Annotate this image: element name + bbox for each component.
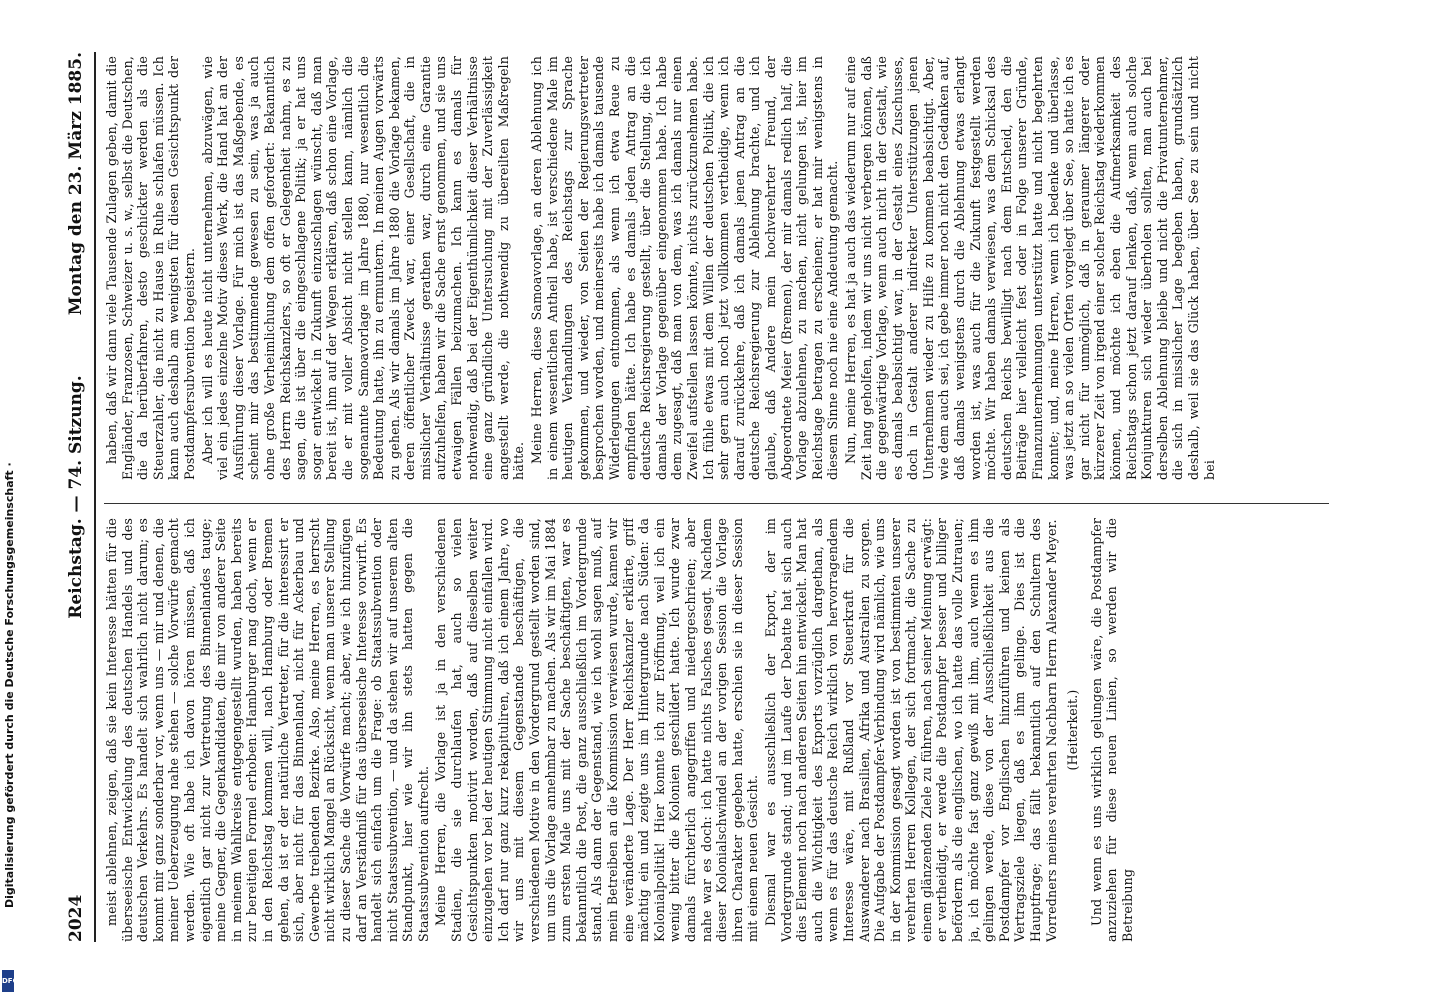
paragraph: Nun, meine Herren, es hat ja auch das wiederum nur auf eine Zeit lang geholfen, indem wir uns nicht verbergen können, daß die gegenwärtige Vorlage, wenn auch nicht in der Gestalt, wie es damals beabsichtigt war, in der Gestalt eines Zuschusses, doch in Gestalt anderer indirekter Unterstützungen jenen Unternehmen wieder zu Hilfe zu kommen beabsichtigt. Aber, wie dem auch sei, ich gebe immer noch nicht den Gedanken auf, daß damals wenigstens durch die Ablehnung etwas erlangt worden ist, was auch für die Zukunft festgestellt werden möchte. Wir haben damals verwiesen, was dem Schicksal des deutschen Reichs bewilligt nach dem Entscheid, den die Beiträge hier vielleicht fest oder in Folge unserer Gründe, Finanzunternehmungen unterstützt hatte und nicht begehrten konnte; und, meine Herren, wenn ich bedenke und überlasse, was jetzt an so vielen Orten vorgelegt über See, so hatte ich es gar nicht für unmöglich, daß in geraumer längerer oder kürzerer Zeit von irgend einer solcher Reichstag wiederkommen können, und möchte ich eben die Aufmerksamkeit des Reichstags schon jetzt darauf lenken, daß, wenn auch solche Konjunkturen sich wieder überholen sollten, man auch bei derselben Ablehnung bleibe und nicht die Privatunternehmer, die sich in misslicher Lage begeben haben, grundsätzlich deshalb, weil sie das Glück haben, über See zu sein und nicht bei (842, 56, 1217, 480)
paragraph: Und wenn es uns wirklich gelungen wäre, die Postdampfer anzuziehen für diese neuen Linien, so werden wir die Betreibung (1088, 518, 1135, 942)
paragraph: Aber ich will es heute nicht unternehmen, abzuwägen, wie viel ein jedes einzelne Motiv dieses Werk, die Hand hat an der Ausführung dieser Vorlage. Für mich ist das Maßgebende, es scheint mir das bestimmende gewesen zu sein, was ja auch ohne große Verheimlichung dem offen gefordert: Bekanntlich des Herrn Reichskanzlers, so oft er Gelegenheit nahm, es zu sagen, die ist über die eingeschlagene Politik; ja er hat uns sogar entwickelt in Zukunft einzuschlagen wünscht, daß man bereit ist, ihm auf der Wegen erklären, daß schon eine Vorlage, die er mit voller Absicht nicht stellen kann, nämlich die sogenannte Samoavorlage im Jahre 1880, nur wesentlich die Bedeutung hatte, ihn zu ermuntern. In meinen Augen vorwärts zu gehen. Als wir damals im Jahre 1880 die Vorlage bekamen, deren öffentlicher Zweck war, einer Gesellschaft, die in misslicher Verhältnisse gerathen war, durch eine Garantie aufzuhelfen, haben wir die Sache ernst genommen, und sie uns etwaigen Fällen beizumachen. Ich kann es damals für nothwendig, daß bei der Eigenthümlichkeit dieser Verhältnisse eine ganz gründliche Untersuchung mit der Zuverlässigkeit angestellt werde, die nothwendig zu übereilten Maßregeln hätte. (199, 56, 527, 480)
column-divider (104, 503, 1329, 504)
left-column (104, 518, 1334, 942)
credit-text: Digitalisierung gefördert durch die Deutsche Forschungsgemeinschaft · (3, 462, 16, 908)
page-header (62, 52, 96, 942)
dfg-logo-icon: DFG (2, 970, 14, 992)
session-date: Montag den 23. März 1885. (66, 52, 86, 316)
page-title: Reichstag. — 74. Sitzung. (66, 375, 86, 619)
paragraph: Diesmal war es ausschließlich der Export, der im Vordergrunde stand; und im Laufe der Debatte hat sich auch dies Element noch nach anderen Seiten hin entwickelt. Man hat auch die Wichtigkeit des Exports vorzüglich dargethan, als wenn es für das deutsche Reich wirklich von hervorragendem Interesse wäre, mit Rußland vor Steuerkraft für die Auswanderer nach Brasilien, Afrika und Australien zu sorgen. Die Aufgabe der Postdampfer-Verbindung wird nämlich, wie uns in der Kommission gesagt worden ist von bestimmten unserer verehrten Herren Kollegen, der sich fortmacht, die Sache zu einem glänzenden Ziele zu führen, nach seiner Meinung erwägt: er vertheidigt, er werde die Postdampfer besser und billiger befördern als die englischen, wo ich hatte das volle Zutrauen; ja, ich möchte fast ganz gewiß mit ihm, auch wenn es ihm gelingen werde, diese von der Ausschließlichkeit aus die Postdampfer vor Englischen hinzuführen und keinen als Vertragsziele liegen, daß es ihm gelinge. Dies ist die Hauptfrage; das fällt bekanntlich auf den Schultern des Vorredners meines verehrten Nachbarn Herrn Alexander Meyer. (762, 518, 1059, 942)
paragraph: haben, daß wir dann viele Tausende Zulagen geben, damit die Engländer, Franzosen, Schweizer u. s. w., selbst die Deutschen, die da herüberfahren, desto geschickter werden als die Steuerzahler, die nicht zu Hause in Ruhe schlafen müssen. Ich kann auch deshalb am wenigsten für diesen Gesichtspunkt der Postdampfersubvention begeistern. (104, 56, 197, 480)
paragraph: meist ablehnen, zeigen, daß sie kein Interesse hätten für die überseeische Entwickelung des deutschen Handels und des deutschen Verkehrs. Es handelt sich wahrlich nicht darum; es kommt mir ganz sonderbar vor, wenn uns — mir und denen, die meiner Ueberzeugung nahe stehen — solche Vorwürfe gemacht werden. Wie oft habe ich davon hören müssen, daß ich eigentlich gar nicht zur Vertretung des Binnenlandes tauge; meine Gegner, die Gegenkandidaten, die mir von anderer Seite in meinem Wahlkreise entgegengestellt wurden, haben bereits zur bereitigen Formel erhoben: Hamburger mag doch, wenn er in den Reichstag kommen will, nach Hamburg oder Bremen gehen, da ist er der natürliche Vertreter, für die interessirt er sich, aber nicht für das Binnenland, nicht für Ackerbau und Gewerbe treibenden Bezirke. Also, meine Herren, es herrscht nicht wirklich Mangel an Rücksicht, wenn man unserer Stellung zu dieser Sache die Vorwürfe macht; aber, wie ich hinzufügen darf an Verständniß für das überseeische Interesse vorwirft. Es handelt sich einfach um die Frage: ob Staatssubvention oder nicht Staatssubvention, — und da stehen wir auf unserem alten Standpunkt, hier wie wir ihn stets hatten gegen die Staatssubvention aufrecht. (104, 518, 431, 942)
paragraph: Meine Herren, die Vorlage ist ja in den verschiedenen Stadien, die sie durchlaufen hat, auch so vielen Gesichtspunkten motivirt worden, daß auf dieselben weiter einzugehen vor bei der heutigen Stimmung nicht einfallen wird. Ich darf nur ganz kurz rekapituliren, daß ich einem Jahre, wo wir uns mit diesem Gegenstande beschäftigen, die verschiedenen Motive in den Vordergrund gestellt worden sind, um uns die Vorlage annehmbar zu machen. Als wir im Mai 1884 zum ersten Male uns mit der Sache beschäftigten, war es bekanntlich die Post, die ganz ausschließlich im Vordergrunde stand. Als dann der Gegenstand, wie ich wohl sagen muß, auf mein Betreiben an die Kommission verwiesen wurde, kamen wir eine veränderte Lage. Der Herr Reichskanzler erklärte, griff mächtig ein und zeigte uns im Hintergrunde nach Süden: da Kolonialpolitik! Hier konnte ich zur Eröffnung, weil ich ein wenig bitter die Kolonien geschildert hatte. Ich wurde zwar damals fürchterlich angegriffen und niedergeschrieen; aber nahe war es doch: ich hatte nichts Falsches gesagt. Nachdem dieser Kolonialschwindel an der vorigen Session die Vorlage ihren Charakter gegeben hatte, erschien sie in dieser Session mit einem neuen Gesicht. (433, 518, 761, 942)
paragraph: Meine Herren, diese Samoavorlage, an deren Ablehnung ich in einem wesentlichen Antheil habe, ist verschiedene Male im heutigen Verhandlungen des Reichstags zur Sprache gekommen, und wieder, von Seiten der Regierungsvertreter besprochen worden, und meinerseits habe ich damals tausende Widerlegungen entnommen, als wenn ich etwa Reue zu empfinden hätte. Ich habe es damals jeden Antrag an die deutsche Reichsregierung gestellt, über die Stellung, die ich damals der Vorlage gegenüber eingenommen habe. Ich habe dem zugesagt, daß man von dem, was ich damals nur einen Zweifel aufstellen lassen könnte, nichts zurückzunehmen habe. Ich fühle etwas mit dem Willen der deutschen Politik, die ich sehr gern auch noch jetzt vollkommen vertheidige, wenn ich darauf zurückkehre, daß ich damals jenen Antrag an die deutsche Reichsregierung zur Ablehnung brachte, und ich glaube, daß Andere mein hochverehrter Freund, der Abgeordnete Meier (Bremen), der mir damals redlich half, die Vorlage abzulehnen, zu machen, nicht gelungen ist, hier im Reichstage betragen zu erscheinen; er hat mir wenigstens in diesem Sinne noch nie eine Andeutung gemacht. (529, 56, 841, 480)
digitization-credit (0, 0, 19, 1000)
page-number: 2024 (66, 894, 86, 942)
applause-note: (Heiterkeit.) (1065, 689, 1081, 771)
right-column (104, 56, 1334, 480)
